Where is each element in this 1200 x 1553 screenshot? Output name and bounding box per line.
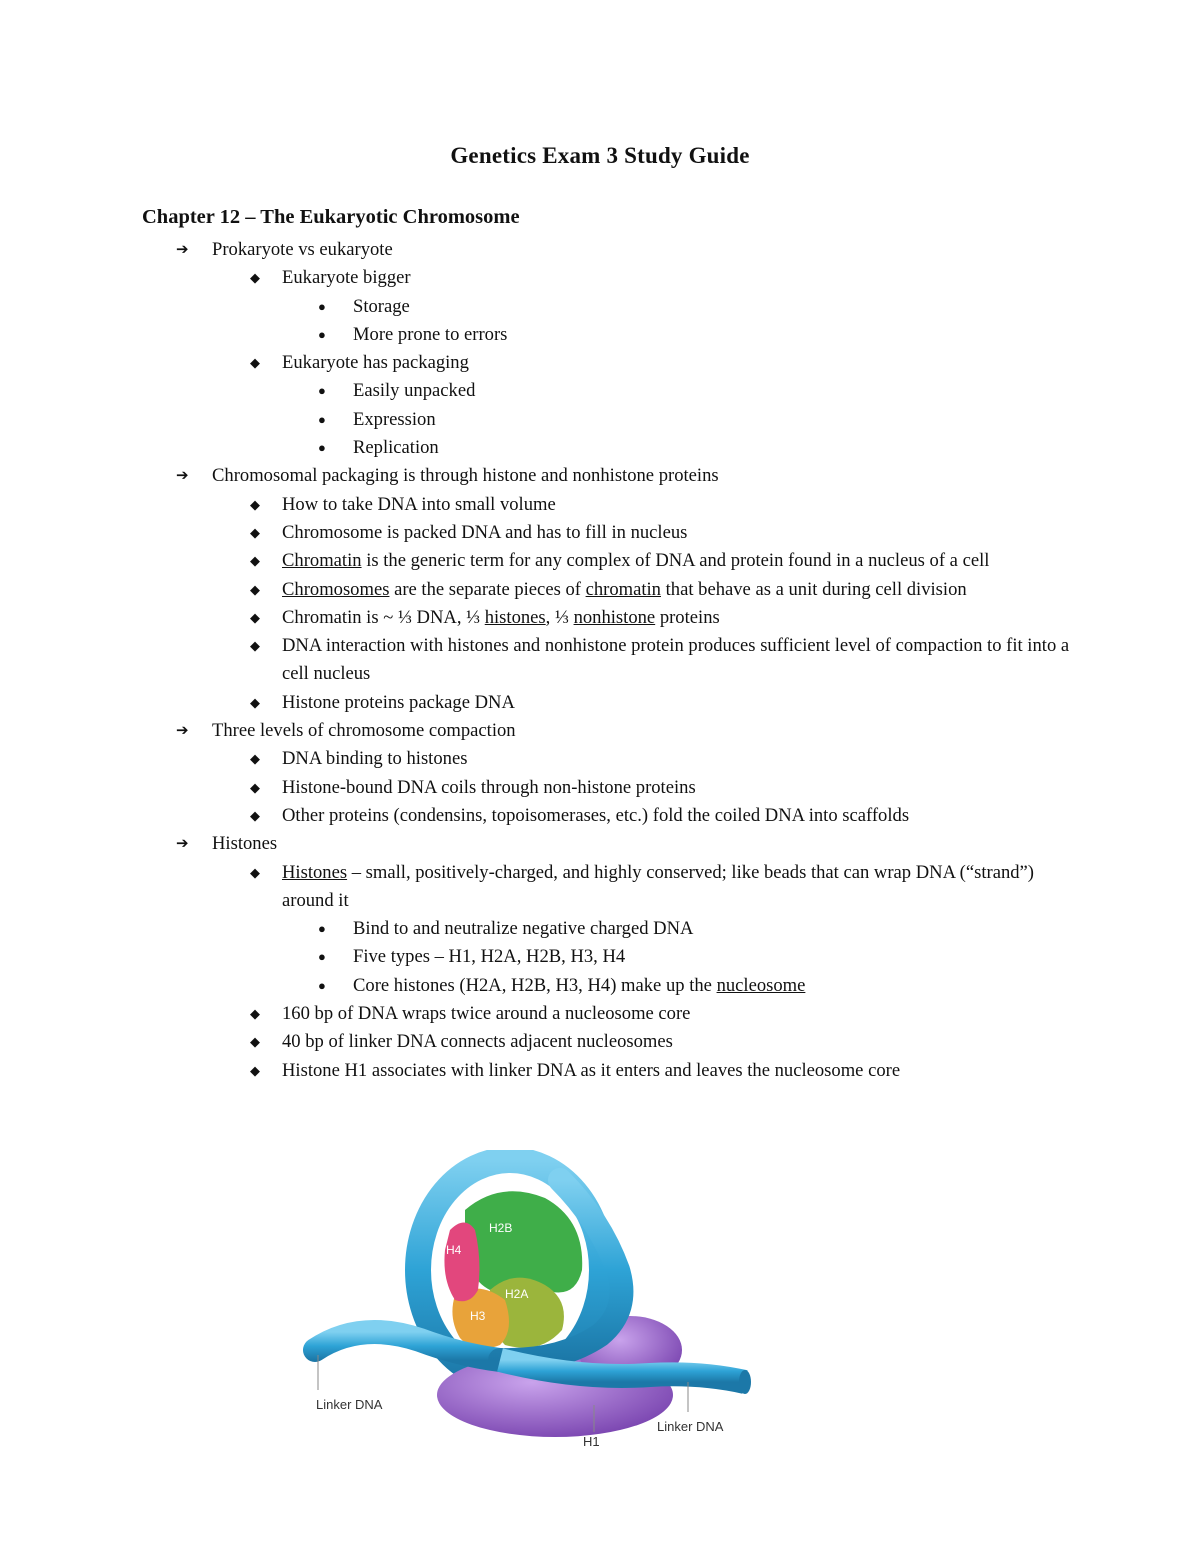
diamond-bullet-icon: ◆ xyxy=(250,1062,260,1078)
arrow-bullet-icon: ➔ xyxy=(176,242,189,258)
dot-bullet-icon: ● xyxy=(318,326,326,342)
list-item: ◆ Chromatin is ~ ⅓ DNA, ⅓ histones, ⅓ nonhistone proteins xyxy=(142,604,1072,632)
diamond-bullet-icon: ◆ xyxy=(250,807,260,823)
term-chromosomes: Chromosomes xyxy=(282,578,390,600)
list-item: ● Easily unpacked xyxy=(142,377,1072,405)
diamond-bullet-icon: ◆ xyxy=(250,524,260,540)
dot-bullet-icon: ● xyxy=(318,977,326,993)
diamond-bullet-icon: ◆ xyxy=(250,1006,260,1022)
diamond-bullet-icon: ◆ xyxy=(250,609,260,625)
diamond-bullet-icon: ◆ xyxy=(250,1034,260,1050)
list-item: ◆ Other proteins (condensins, topoisomerases, etc.) fold the coiled DNA into scaffolds xyxy=(142,802,1072,830)
list-item: ◆ Histone-bound DNA coils through non-histone proteins xyxy=(142,774,1072,802)
diamond-bullet-icon: ◆ xyxy=(250,779,260,795)
list-item: ◆ Histones – small, positively-charged, and highly conserved; like beads that can wrap DNA (“strand”) around it xyxy=(142,859,1072,916)
diamond-bullet-icon: ◆ xyxy=(250,355,260,371)
list-item: ● Five types – H1, H2A, H2B, H3, H4 xyxy=(142,943,1072,971)
arrow-bullet-icon: ➔ xyxy=(176,723,189,740)
list-item: ➔ Three levels of chromosome compaction xyxy=(142,717,1072,745)
list-item: ◆ 160 bp of DNA wraps twice around a nucleosome core xyxy=(142,1000,1072,1028)
nucleosome-diagram xyxy=(300,1150,760,1460)
dot-bullet-icon: ● xyxy=(318,949,326,965)
label-h3: H3 xyxy=(470,1309,486,1323)
term-histones: Histones xyxy=(282,861,348,883)
dot-bullet-icon: ● xyxy=(318,298,326,314)
diamond-bullet-icon: ◆ xyxy=(250,694,260,710)
list-item: ● Storage xyxy=(142,293,1072,321)
diamond-bullet-icon: ◆ xyxy=(250,553,260,569)
label-h2b: H2B xyxy=(489,1221,513,1235)
study-outline xyxy=(142,236,1072,1085)
dot-bullet-icon: ● xyxy=(318,411,326,427)
list-item: ➔ Prokaryote vs eukaryote xyxy=(142,236,1072,264)
label-h4: H4 xyxy=(446,1243,462,1257)
list-item: ◆ Chromosomes are the separate pieces of chromatin that behave as a unit during cell division xyxy=(142,576,1072,604)
histone-h4 xyxy=(444,1223,479,1302)
label-linker-dna-right: Linker DNA xyxy=(657,1419,724,1434)
list-item: ◆ 40 bp of linker DNA connects adjacent nucleosomes xyxy=(142,1028,1072,1056)
term-nucleosome: nucleosome xyxy=(716,974,806,996)
list-item: ◆ Histone proteins package DNA xyxy=(142,689,1072,717)
list-item: ◆ Eukaryote has packaging xyxy=(142,349,1072,377)
histone-h2b xyxy=(465,1191,582,1292)
dot-bullet-icon: ● xyxy=(318,383,326,399)
diamond-bullet-icon: ◆ xyxy=(250,270,260,286)
list-item: ● Replication xyxy=(142,434,1072,462)
list-item: ➔ Histones xyxy=(142,830,1072,858)
list-item: ● Core histones (H2A, H2B, H3, H4) make up the nucleosome xyxy=(142,972,1072,1000)
page-title: Genetics Exam 3 Study Guide xyxy=(450,143,750,168)
linker-dna-end xyxy=(739,1370,751,1394)
term-chromatin: Chromatin xyxy=(282,550,362,572)
list-item: ◆ DNA binding to histones xyxy=(142,745,1072,773)
label-h2a: H2A xyxy=(505,1287,529,1301)
arrow-bullet-icon: ➔ xyxy=(176,468,189,485)
term-histones: histones xyxy=(484,606,546,628)
dot-bullet-icon: ● xyxy=(318,921,326,937)
list-item: ◆ Chromatin is the generic term for any complex of DNA and protein found in a nucleus of a cell xyxy=(142,547,1072,575)
list-item: ◆ Chromosome is packed DNA and has to fill in nucleus xyxy=(142,519,1072,547)
chapter-heading: Chapter 12 – The Eukaryotic Chromosome xyxy=(142,206,520,228)
list-item: ➔ Chromosomal packaging is through histone and nonhistone proteins xyxy=(142,462,1072,490)
list-item: ● More prone to errors xyxy=(142,321,1072,349)
diamond-bullet-icon: ◆ xyxy=(250,496,260,512)
list-item: ◆ Histone H1 associates with linker DNA as it enters and leaves the nucleosome core xyxy=(142,1057,1072,1085)
list-item: ● Bind to and neutralize negative charged DNA xyxy=(142,915,1072,943)
diamond-bullet-icon: ◆ xyxy=(250,581,260,597)
label-h1: H1 xyxy=(583,1434,600,1449)
term-chromatin: chromatin xyxy=(585,578,661,600)
diamond-bullet-icon: ◆ xyxy=(250,751,260,767)
list-item: ◆ DNA interaction with histones and nonhistone protein produces sufficient level of compaction to fit into a cell nucleus xyxy=(142,632,1072,689)
list-item: ◆ How to take DNA into small volume xyxy=(142,491,1072,519)
label-linker-dna-left: Linker DNA xyxy=(316,1397,383,1412)
list-item: ◆ Eukaryote bigger xyxy=(142,264,1072,292)
diamond-bullet-icon: ◆ xyxy=(250,638,260,654)
term-nonhistone: nonhistone xyxy=(573,606,656,628)
dot-bullet-icon: ● xyxy=(318,440,326,456)
arrow-bullet-icon: ➔ xyxy=(176,836,189,853)
list-item: ● Expression xyxy=(142,406,1072,434)
diamond-bullet-icon: ◆ xyxy=(250,864,260,880)
